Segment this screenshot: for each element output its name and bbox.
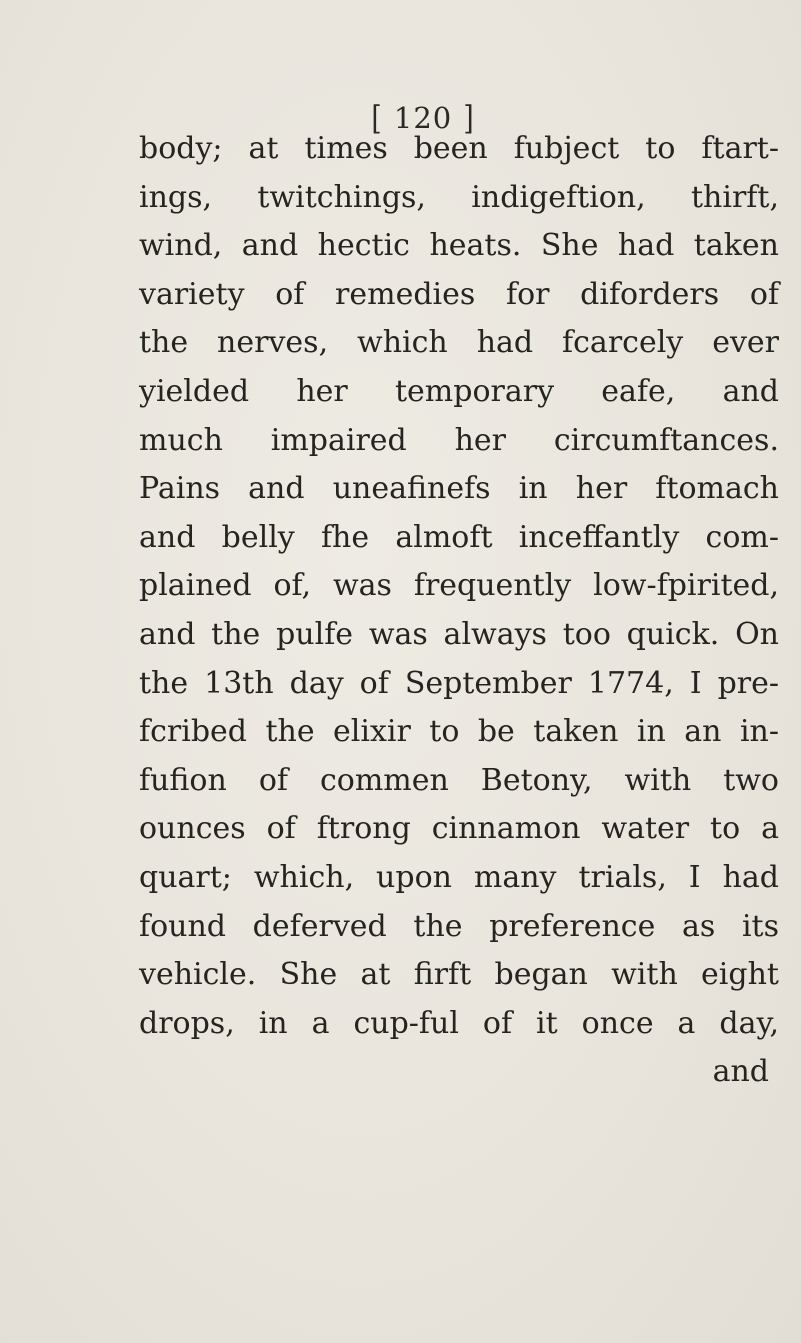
text-line: body; at times been fubject to ftart-: [139, 131, 779, 166]
catchword: and: [712, 1054, 769, 1090]
text-line: and belly fhe almoft inceffantly com-: [139, 519, 779, 555]
text-line: fcribed the elixir to be taken in an in-: [139, 714, 779, 750]
text-line: much impaired her circumftances.: [139, 422, 779, 458]
text-line: the nerves, which had fcarcely ever: [139, 325, 779, 361]
text-line: found deferved the preference as its: [139, 908, 779, 944]
text-line: ings, twitchings, indigeftion, thirft,: [139, 179, 779, 215]
text-line: yielded her temporary eafe, and: [139, 373, 779, 409]
text-line: Pains and uneafinefs in her ftomach: [139, 471, 779, 507]
bracket-close: ]: [463, 98, 475, 137]
text-line: variety of remedies for diforders of: [139, 276, 779, 312]
bracket-open: [: [371, 98, 383, 137]
text-line: vehicle. She at firft began with eight: [139, 957, 779, 993]
text-line: plained of, was frequently low-fpirited,: [139, 568, 779, 604]
text-line: and the pulfe was always too quick. On: [139, 616, 779, 652]
text-line: drops, in a cup-ful of it once a day,: [139, 1005, 779, 1041]
text-line: fufion of commen Betony, with two: [139, 762, 779, 798]
page-number: 120: [393, 101, 453, 135]
text-line: the 13th day of September 1774, I pre-: [139, 665, 779, 701]
text-line: quart; which, upon many trials, I had: [139, 859, 779, 895]
text-line: wind, and hectic heats. She had taken: [139, 228, 779, 264]
text-line: ounces of ftrong cinnamon water to a: [139, 811, 779, 847]
body-text: [139, 125, 779, 1097]
